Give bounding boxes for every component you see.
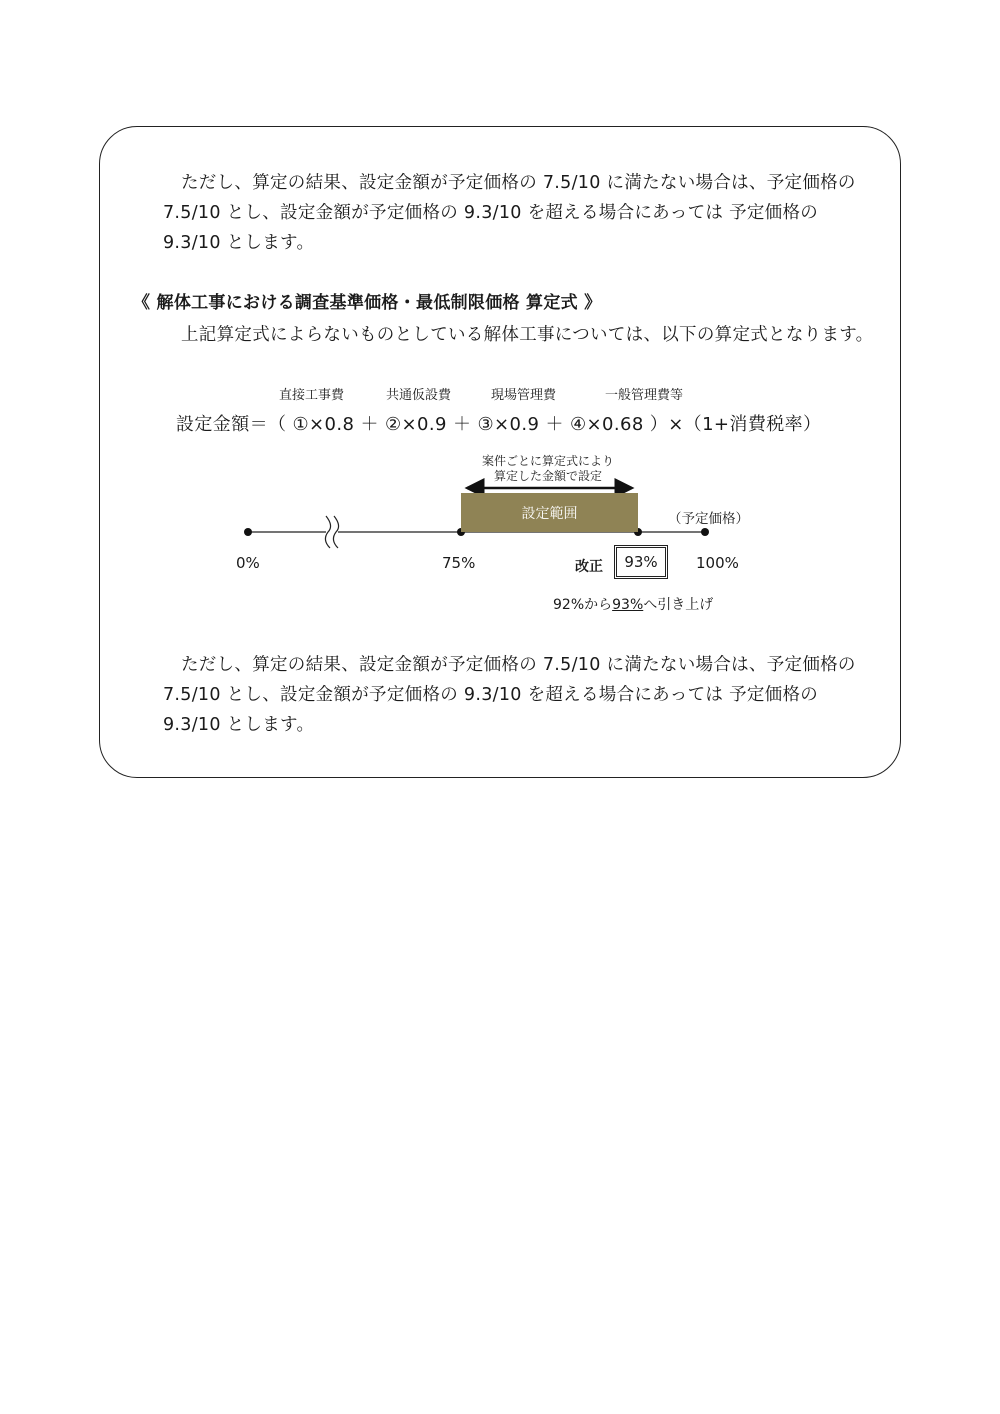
change-prefix: 92%から [553, 597, 613, 613]
formula: 設定金額＝（ ①×0.8 ＋ ②×0.9 ＋ ③×0.9 ＋ ④×0.68 ）×（1+消費税率） [176, 414, 822, 435]
label-general-management-cost: 一般管理費等 [605, 388, 684, 403]
tick-0: 0% [236, 554, 260, 572]
range-note-line1: 案件ごとに算定式により [481, 454, 614, 468]
point-0 [244, 528, 252, 536]
label-direct-cost: 直接工事費 [279, 388, 345, 403]
paragraph-bottom: ただし、算定の結果、設定金額が予定価格の 7.5/10 に満たない場合は、予定価格の 7.5/10 とし、設定金額が予定価格の 9.3/10 を超える場合にあっては 予定価格の 9.3/10 とします。 [163, 655, 856, 735]
planned-price-label: （予定価格） [668, 511, 749, 527]
label-temporary-cost: 共通仮設費 [386, 388, 452, 403]
change-suffix: へ引き上げ [643, 597, 714, 613]
point-100 [701, 528, 709, 536]
setting-range-box: 設定範囲 [461, 493, 638, 532]
label-site-management-cost: 現場管理費 [491, 388, 557, 403]
new-rate-box: 93% [614, 545, 668, 579]
intro-paragraph: 上記算定式によらないものとしている解体工事については、以下の算定式となります。 [181, 325, 874, 345]
range-diagram [0, 0, 1000, 700]
change-value: 93% [612, 597, 644, 613]
tick-100: 100% [696, 554, 739, 572]
paragraph-top: ただし、算定の結果、設定金額が予定価格の 7.5/10 に満たない場合は、予定価格の 7.5/10 とし、設定金額が予定価格の 9.3/10 を超える場合にあっては 予定価格の 9.3/10 とします。 [163, 173, 856, 253]
revision-label: 改正 [575, 559, 603, 575]
section-heading: 《 解体工事における調査基準価格・最低制限価格 算定式 》 [133, 293, 602, 313]
change-note [553, 594, 713, 614]
range-note-line2: 算定した金額で設定 [493, 469, 602, 483]
tick-75: 75% [442, 554, 476, 572]
